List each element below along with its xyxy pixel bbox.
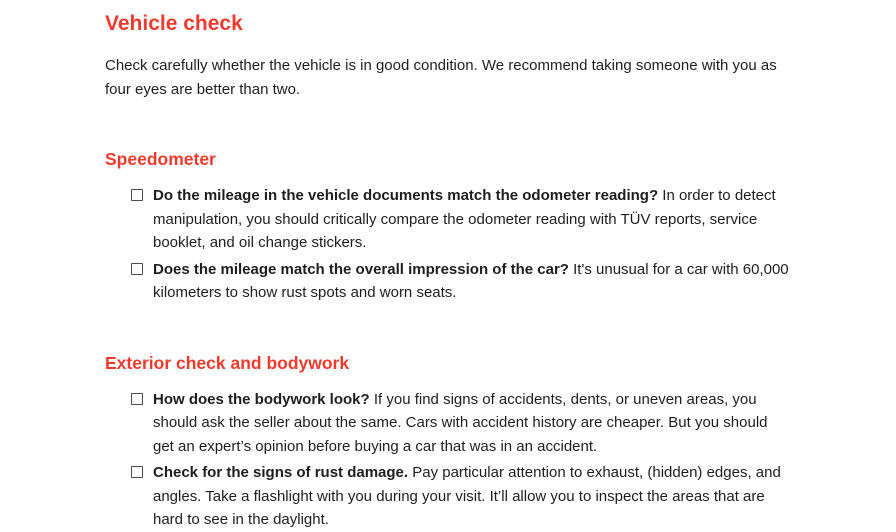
check-item <box>105 258 796 305</box>
checkbox-unchecked[interactable] <box>131 466 143 478</box>
check-item <box>105 461 796 532</box>
check-item-rest: Pay particular attention to exhaust, (hidden) edges, and angles. Take a flashlight with you during your visit. It’ll allow you to inspect the areas that are hard to see in the daylight. <box>153 464 781 528</box>
section-heading: Speedometer <box>105 149 216 169</box>
page-title: Vehicle check <box>105 12 243 35</box>
check-item-lead: Do the mileage in the vehicle documents match the odometer reading? <box>153 187 659 204</box>
check-item-text <box>153 461 791 532</box>
check-item-text <box>153 184 791 255</box>
section-heading: Exterior check and bodywork <box>105 352 350 373</box>
checklist <box>105 184 796 305</box>
check-item-rest: In order to detect manipulation, you should critically compare the odometer reading with TÜV reports, service booklet, and oil change stickers. <box>153 187 776 251</box>
intro-text: Check carefully whether the vehicle is in good condition. We recommend taking someone with you as four eyes are better than two. <box>105 57 777 98</box>
checklist <box>105 388 796 532</box>
check-item-rest: If you find signs of accidents, dents, or uneven areas, you should ask the seller about the same. Cars with accident history are cheaper. But you should get an expert’s opinion before buying a car that was in an accident. <box>153 390 768 455</box>
check-item-text <box>153 258 791 305</box>
checkbox-unchecked[interactable] <box>131 263 143 275</box>
check-item <box>105 184 796 255</box>
checkbox-unchecked[interactable] <box>131 189 143 201</box>
check-item-lead: Check for the signs of rust damage. <box>153 464 409 481</box>
check-item-lead: Does the mileage match the overall impression of the car? <box>153 260 569 278</box>
check-item-rest: It's unusual for a car with 60,000 kilometers to show rust spots and worn seats. <box>153 260 789 301</box>
section-exterior <box>105 352 796 532</box>
checkbox-unchecked[interactable] <box>131 393 143 405</box>
check-item-text <box>153 388 791 459</box>
check-item <box>105 388 796 459</box>
check-item-lead: How does the bodywork look? <box>153 390 370 408</box>
section-speedometer <box>105 148 796 305</box>
